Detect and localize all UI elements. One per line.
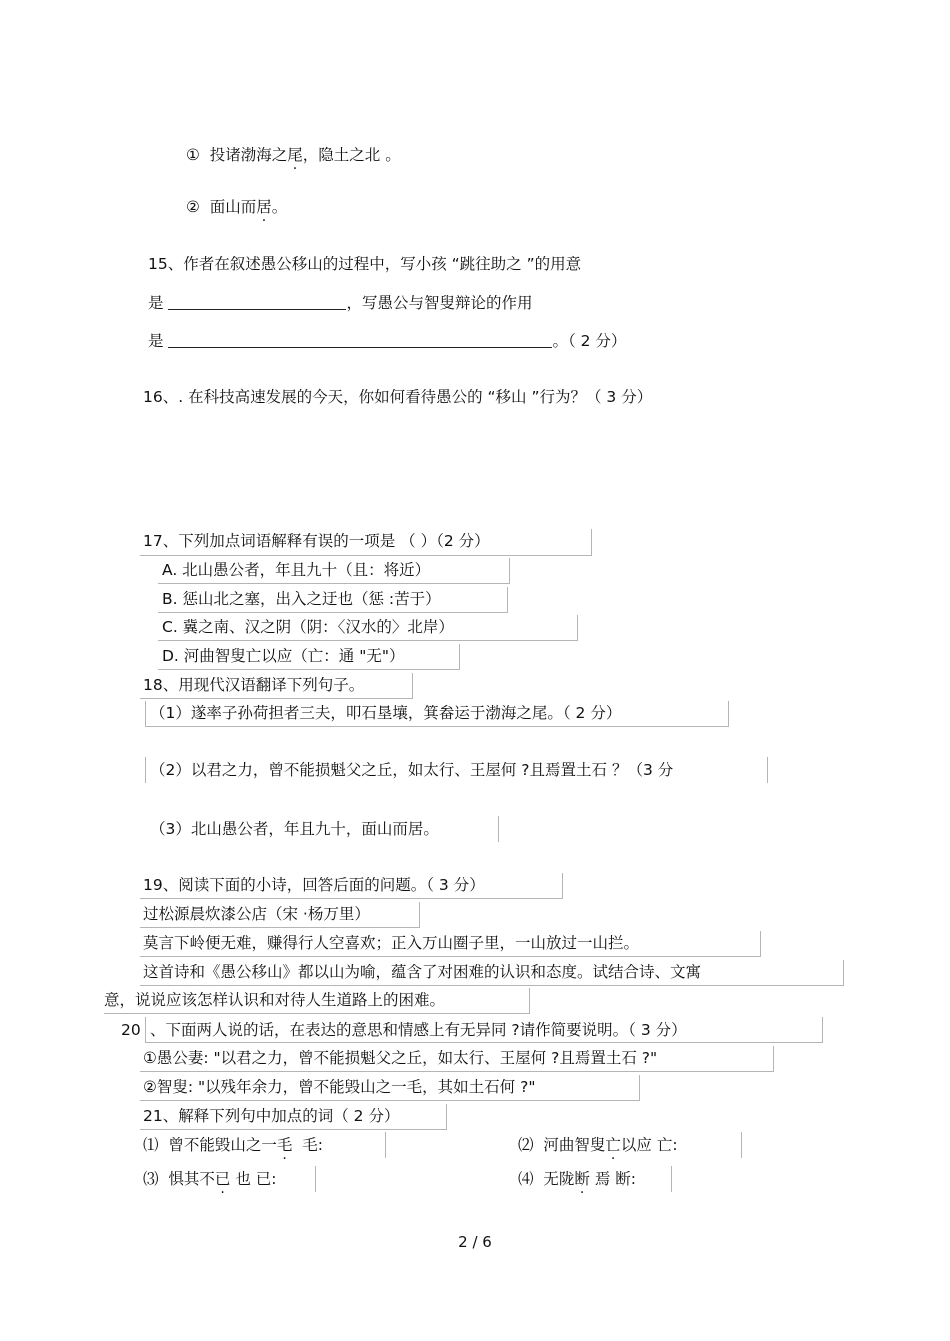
item-text-post: 毛:: [302, 1136, 323, 1154]
item-text-post: 以应 亡:: [620, 1136, 678, 1154]
poem-text: 莫言下岭便无难，赚得行人空喜欢；正入万山圈子里，一山放过一山拦。: [143, 934, 640, 952]
poem-title: 过松源晨炊漆公店（宋 ·杨万里）: [143, 905, 370, 923]
item-number: ①: [186, 146, 200, 164]
q15-line-2: [148, 292, 532, 314]
q18-sentence-1: （1）遂率子孙荷担者三夫，叩石垦壤，箕畚运于渤海之尾。（ 2 分）: [150, 704, 622, 722]
q18-sentence-2: （2）以君之力，曾不能损魁父之丘，如太行、王屋何 ?且焉置土石 ？（3 分: [150, 761, 674, 779]
item-text-pre: 惧其不: [168, 1170, 215, 1188]
q19-question-line-2: 意，说说应该怎样认识和对待人生道路上的困难。: [104, 991, 446, 1009]
q15-suffix: ，写愚公与智叟辩论的作用: [346, 294, 533, 312]
item-text-pre: 面山而: [209, 198, 257, 216]
q21-item-2: [518, 1134, 678, 1156]
item-number: ⑶: [143, 1170, 159, 1188]
q15-prefix: 是: [148, 294, 164, 312]
item-text-pre: 河曲智叟: [543, 1136, 606, 1154]
q21-item-4: [518, 1168, 636, 1190]
q15-line-1: 15、作者在叙述愚公移山的过程中，写小孩 “跳往助之 ”的用意: [148, 255, 582, 273]
item-text-post: 。: [271, 198, 288, 216]
q17-option-a: A. 北山愚公者，年且九十（且：将近）: [162, 561, 431, 579]
q20-number: 20: [121, 1021, 141, 1039]
dotted-word: 尾: [287, 146, 303, 164]
q15-line-3: [148, 330, 626, 352]
item-text-pre: 投诸渤海之: [209, 146, 288, 164]
q19-question-line-1: 这首诗和《愚公移山》都以山为喻，蕴含了对困难的认识和态度。试结合诗、文寓: [143, 963, 702, 981]
answer-blank[interactable]: [168, 331, 552, 348]
item-text-post: ，隐土之北 。: [302, 146, 401, 164]
item-text-pre: 无陇: [543, 1170, 575, 1188]
q20-stem: 、下面两人说的话，在表达的意思和情感上有无异同 ?请作简要说明。（ 3 分）: [150, 1021, 687, 1039]
q18-stem: 18、用现代汉语翻译下列句子。: [143, 676, 365, 694]
q16-stem: 16、. 在科技高速发展的今天，你如何看待愚公的 “移山 ”行为？（ 3 分）: [143, 388, 653, 406]
item-text-post: 也 已:: [235, 1170, 277, 1188]
q21-stem: 21、解释下列句中加点的词（ 2 分）: [143, 1107, 400, 1125]
item-number: ⑷: [518, 1170, 534, 1188]
q20-zhisou-quote: ②智叟: "以残年余力，曾不能毁山之一毛，其如土石何 ?": [143, 1078, 536, 1096]
q21-item-1: [143, 1134, 323, 1156]
q15-prefix: 是: [148, 332, 164, 350]
dotted-word: 居: [256, 198, 272, 216]
q19-stem: 19、阅读下面的小诗，回答后面的问题。（ 3 分）: [143, 876, 485, 894]
q15-suffix: 。（ 2 分）: [552, 332, 627, 350]
answer-blank[interactable]: [168, 293, 346, 310]
q18-sentence-3: （3）北山愚公者，年且九十，面山而居。: [150, 820, 439, 838]
dotted-word: 亡: [605, 1136, 621, 1154]
item-text-post: 焉 断:: [594, 1170, 636, 1188]
q17-option-d: D. 河曲智叟亡以应（亡：通 "无"）: [162, 647, 405, 665]
q17-option-c: C. 冀之南、汉之阴（阴：〈汉水的〉北岸）: [162, 618, 454, 636]
page-number: 2 / 6: [458, 1233, 492, 1251]
q14-item-1: [186, 144, 401, 166]
item-number: ⑵: [518, 1136, 534, 1154]
dotted-word: 毛: [276, 1136, 293, 1154]
item-number: ⑴: [143, 1136, 159, 1154]
q14-item-2: [186, 196, 287, 218]
item-text-pre: 曾不能毁山之一: [168, 1136, 277, 1154]
q17-stem: 17、下列加点词语解释有误的一项是 （ ）（2 分）: [143, 532, 490, 550]
q20-wife-quote: ①愚公妻: "以君之力，曾不能损魁父之丘，如太行、王屋何 ?且焉置土石 ?": [143, 1049, 658, 1067]
dotted-word: 断: [574, 1170, 590, 1188]
q21-item-3: [143, 1168, 277, 1190]
dotted-word: 已: [214, 1170, 231, 1188]
q17-option-b: B. 惩山北之塞，出入之迂也（惩 :苦于）: [162, 590, 441, 608]
item-number: ②: [186, 198, 200, 216]
